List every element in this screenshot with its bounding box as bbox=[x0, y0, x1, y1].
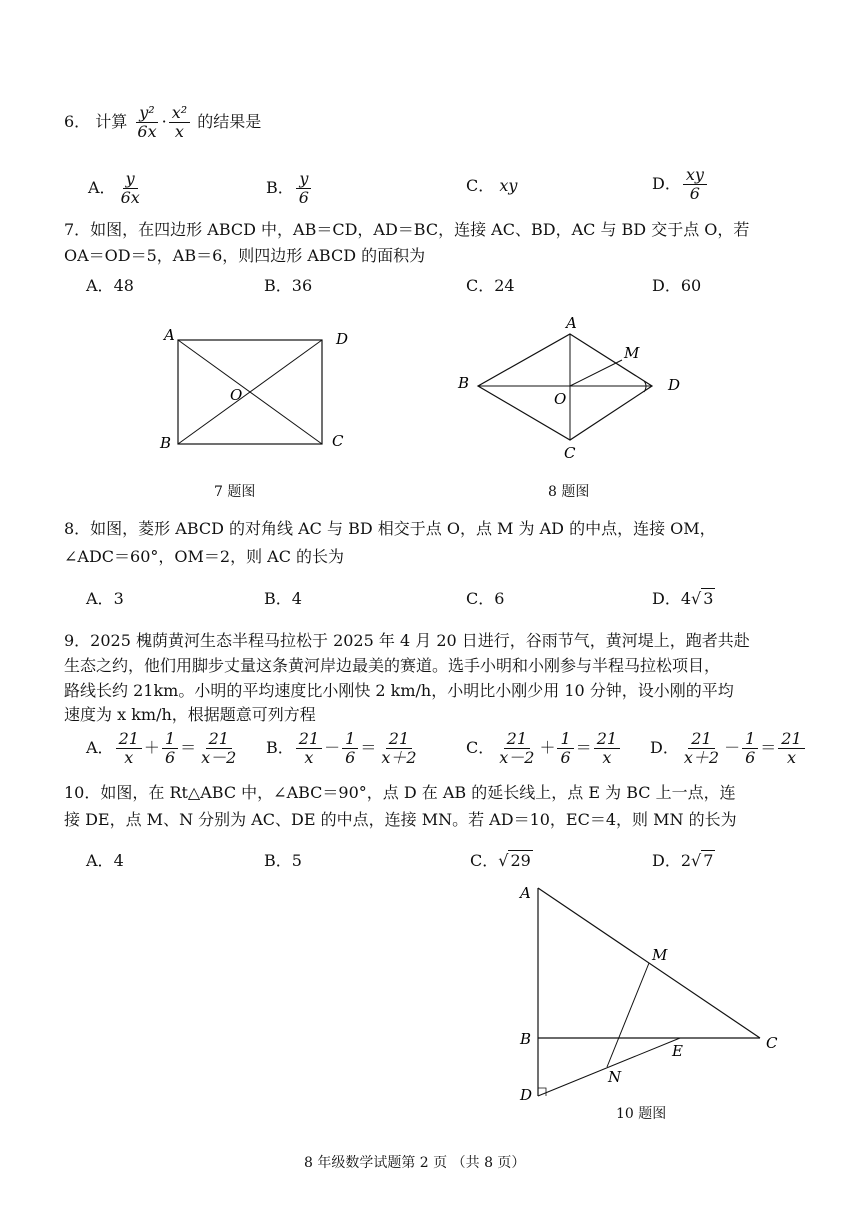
fraction: $\frac{\text{x²}}{x}$ bbox=[169, 104, 190, 141]
option-c: C．6 bbox=[466, 589, 505, 608]
point-label-n: N bbox=[608, 1068, 622, 1086]
point-label-a: A bbox=[520, 884, 531, 902]
figure-7-diagram bbox=[150, 320, 370, 460]
option-a: A．4 bbox=[86, 851, 124, 870]
point-label-d: D bbox=[668, 376, 681, 394]
question-text: 的结果是 bbox=[197, 112, 262, 131]
option-a: A．48 bbox=[86, 276, 134, 295]
page-footer: 8 年级数学试题第 2 页 （共 8 页） bbox=[304, 1155, 526, 1171]
question-text: 计算 bbox=[95, 112, 128, 131]
option-c: C．√ 29 bbox=[470, 851, 531, 870]
option-a: A． $\frac{y}{6x}$ bbox=[88, 169, 140, 207]
question-8-line-2: ∠ADC＝60°，OM＝2，则 AC 的长为 bbox=[64, 547, 345, 566]
figure-10-caption: 10 题图 bbox=[616, 1106, 667, 1122]
option-a: A． $\frac{21}{x}$ ＋ $\frac{1}{6}$ ＝ $\frac{21}{x-2}$ bbox=[86, 729, 237, 767]
option-c: C． xy bbox=[466, 176, 518, 195]
segment-mn bbox=[607, 963, 649, 1067]
point-label-d: D bbox=[336, 330, 349, 348]
question-6: 6． 计算 $\frac{\text{y²}}{6x}$ · $\frac{\text{x²}}{x}$ 的结果是 bbox=[64, 103, 262, 141]
point-label-c: C bbox=[564, 444, 576, 462]
option-a: A．3 bbox=[86, 589, 124, 608]
segment-de bbox=[538, 1038, 680, 1096]
question-10-line-2: 接 DE，点 M、N 分别为 AC、DE 的中点，连接 MN。若 AD＝10，EC＝4，则 MN 的长为 bbox=[64, 810, 737, 829]
question-8-line-1: 8．如图，菱形 ABCD 的对角线 AC 与 BD 相交于点 O，点 M 为 AD 的中点，连接 OM， bbox=[64, 519, 716, 538]
option-b: B．5 bbox=[264, 851, 302, 870]
point-label-a: A bbox=[566, 314, 577, 332]
point-label-b: B bbox=[458, 374, 470, 392]
point-label-m: M bbox=[652, 946, 668, 964]
point-label-d: D bbox=[520, 1086, 533, 1104]
question-9-line-3: 路线长约 21km。小明的平均速度比小刚快 2 km/h，小明比小刚少用 10 分钟，设小刚的平均 bbox=[64, 681, 734, 700]
point-label-b: B bbox=[160, 434, 172, 452]
question-7-line-2: OA＝OD＝5，AB＝6，则四边形 ABCD 的面积为 bbox=[64, 246, 426, 265]
option-c: C． $\frac{21}{x-2}$ ＋ $\frac{1}{6}$ ＝ $\frac{21}{x}$ bbox=[466, 730, 622, 767]
question-9-line-4: 速度为 x km/h，根据题意可列方程 bbox=[64, 705, 316, 724]
point-label-c: C bbox=[766, 1034, 778, 1052]
option-d: D． $\frac{xy}{6}$ bbox=[652, 166, 709, 203]
option-b: B．36 bbox=[264, 276, 313, 295]
point-label-a: A bbox=[164, 326, 175, 344]
option-d: D． $\frac{21}{x+2}$ － $\frac{1}{6}$ ＝ $\frac{21}{x}$ bbox=[650, 730, 807, 767]
figure-7-caption: 7 题图 bbox=[214, 484, 256, 500]
option-d: D．2√ 7 bbox=[652, 851, 714, 870]
point-label-o: O bbox=[554, 390, 567, 408]
question-7-line-1: 7．如图，在四边形 ABCD 中，AB＝CD，AD＝BC，连接 AC、BD，AC 与 BD 交于点 O，若 bbox=[64, 220, 750, 239]
option-b: B． $\frac{21}{x}$ － $\frac{1}{6}$ ＝ $\frac{21}{x+2}$ bbox=[266, 729, 417, 767]
option-c: C．24 bbox=[466, 276, 515, 295]
question-9-line-2: 生态之约，他们用脚步丈量这条黄河岸边最美的赛道。选手小明和小刚参与半程马拉松项目， bbox=[64, 656, 721, 675]
point-label-m: M bbox=[624, 344, 640, 362]
question-10-line-1: 10．如图，在 Rt△ABC 中，∠ABC＝90°，点 D 在 AB 的延长线上，点 E 为 BC 上一点，连 bbox=[64, 783, 736, 802]
segment-om bbox=[570, 360, 622, 386]
option-d: D．60 bbox=[652, 276, 702, 295]
question-number: 6． bbox=[64, 112, 91, 131]
fraction: $\frac{\text{y²}}{6x}$ bbox=[137, 103, 157, 141]
option-d: D．4√ 3 bbox=[652, 589, 714, 608]
point-label-c: C bbox=[332, 432, 344, 450]
figure-8-diagram bbox=[452, 312, 702, 462]
point-label-o: O bbox=[230, 386, 243, 404]
point-label-e: E bbox=[672, 1042, 683, 1060]
point-label-b: B bbox=[520, 1030, 532, 1048]
figure-8-caption: 8 题图 bbox=[548, 484, 590, 500]
option-b: B．4 bbox=[264, 589, 302, 608]
question-9-line-1: 9．2025 槐荫黄河生态半程马拉松于 2025 年 4 月 20 日进行，谷雨节气，黄河堤上，跑者共赴 bbox=[64, 631, 750, 650]
figure-10-diagram bbox=[510, 876, 800, 1112]
option-b: B． $\frac{y}{6}$ bbox=[266, 170, 314, 207]
